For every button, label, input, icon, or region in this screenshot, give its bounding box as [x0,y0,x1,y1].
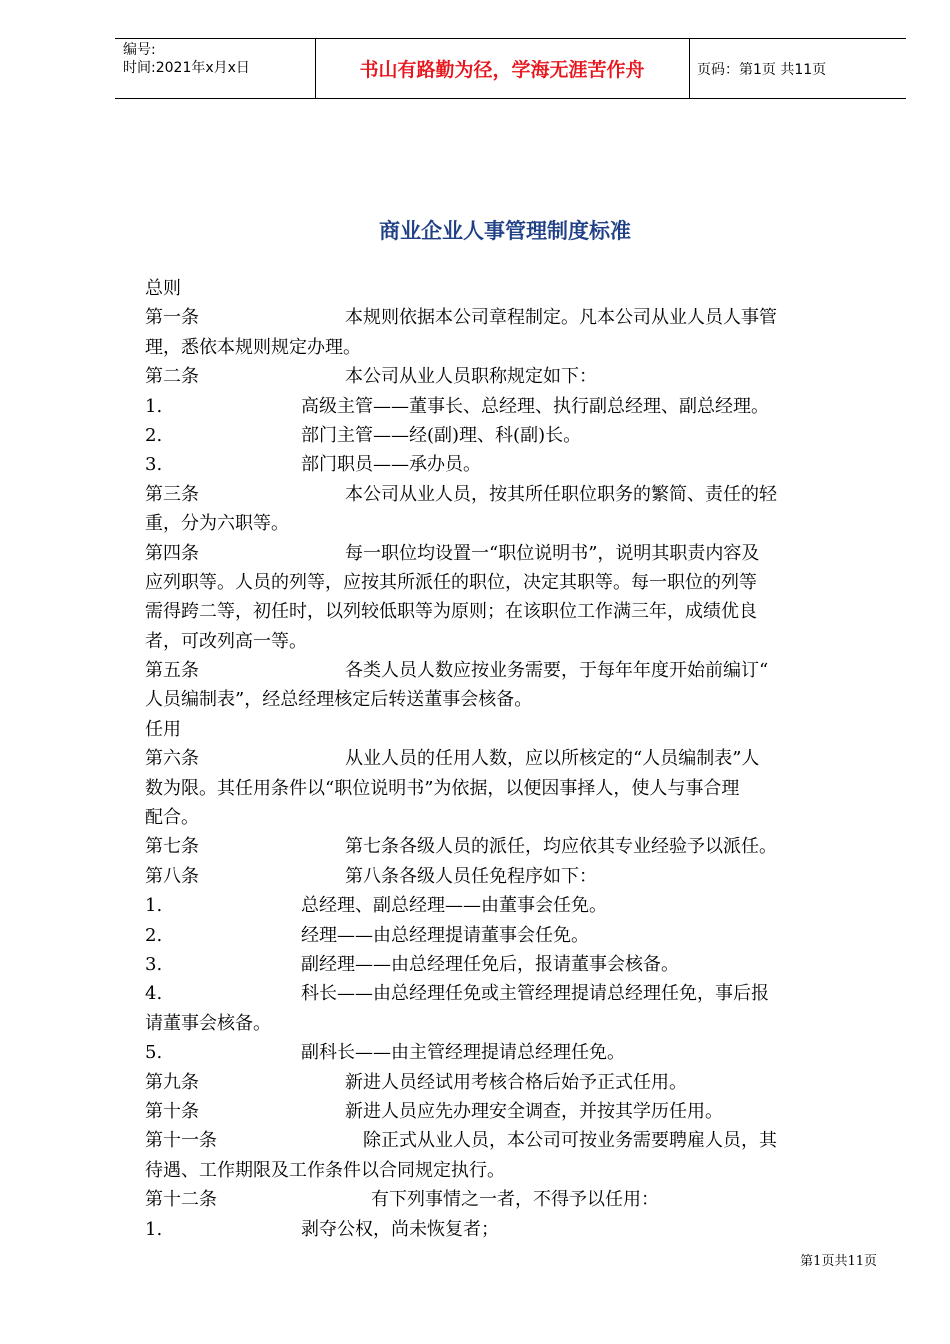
line-label: 2. [145,924,163,946]
line-text: 重，分为六职等。 [145,513,289,535]
line-text: 总经理、副总经理——由董事会任免。 [301,895,607,917]
line-label: 1. [145,395,163,417]
text-line [145,1097,877,1126]
line-label: 第二条 [145,366,199,388]
text-line [145,1215,877,1244]
line-label: 第七条 [145,836,199,858]
line-label: 第四条 [145,542,199,564]
line-text: 请董事会核备。 [145,1012,271,1034]
text-line [145,803,877,832]
text-line [145,597,877,626]
line-label: 第十条 [145,1100,199,1122]
header-number-label: 编号: [123,42,156,58]
text-line [145,656,877,685]
text-line [145,1068,877,1097]
text-line [145,539,877,568]
line-label: 第九条 [145,1071,199,1093]
line-text: 有下列事情之一者，不得予以任用： [371,1189,659,1211]
line-label: 2. [145,424,163,446]
line-text: 第八条各级人员任免程序如下： [345,865,597,887]
line-text: 本公司从业人员，按其所任职位职务的繁简、责任的轻 [345,483,777,505]
text-line [145,891,877,920]
line-label: 总则 [145,278,181,299]
text-line [145,421,877,450]
line-text: 配合。 [145,807,199,829]
line-text: 本公司从业人员职称规定如下： [345,366,597,388]
text-line [145,627,877,656]
line-text: 各类人员人数应按业务需要，于每年年度开始前编订“ [345,660,769,682]
page-footer: 第1页共11页 [800,1254,877,1269]
text-line [145,774,877,803]
line-label: 第十一条 [145,1130,217,1152]
line-label: 1. [145,1218,163,1240]
text-line [145,1126,877,1155]
document-title: 商业企业人事管理制度标准 [379,219,631,243]
line-label: 第五条 [145,660,199,682]
text-line [145,392,877,421]
text-line [145,1009,877,1038]
line-label: 4. [145,983,163,1005]
text-line [145,303,877,332]
line-text: 部门主管——经(副)理、科(副)长。 [301,424,582,446]
text-line [145,950,877,979]
line-text: 理，悉依本规则规定办理。 [145,336,361,358]
line-text: 新进人员应先办理安全调查，并按其学历任用。 [345,1100,723,1122]
line-label: 任用 [145,718,181,740]
text-line [145,1038,877,1067]
text-line [145,568,877,597]
line-text: 除正式从业人员，本公司可按业务需要聘雇人员，其 [363,1130,777,1152]
page-header [115,38,906,99]
text-line [145,362,877,391]
header-divider [689,38,690,99]
line-text: 经理——由总经理提请董事会任免。 [301,924,589,946]
line-text: 应列职等。人员的列等，应按其所派任的职位，决定其职等。每一职位的列等 [145,571,757,593]
header-time-label: 时间:2021年x月x日 [123,60,250,76]
header-meta [123,41,250,77]
line-text: 数为限。其任用条件以“职位说明书”为依据，以便因事择人，使人与事合理 [145,777,740,799]
line-label: 3. [145,454,163,476]
line-label: 1. [145,895,163,917]
line-text: 新进人员经试用考核合格后始予正式任用。 [345,1071,687,1093]
line-text: 第七条各级人员的派任，均应依其专业经验予以派任。 [345,836,777,858]
text-line [145,1156,877,1185]
document-body [145,274,877,1244]
text-line [145,715,877,744]
line-text: 部门职员——承办员。 [301,454,481,476]
line-text: 副科长——由主管经理提请总经理任免。 [301,1042,625,1064]
line-text: 副经理——由总经理任免后，报请董事会核备。 [301,953,679,975]
text-line [145,450,877,479]
header-page-label: 页码：第1页 共11页 [697,61,827,78]
line-text: 每一职位均设置一“职位说明书”，说明其职责内容及 [345,542,760,564]
line-label: 第六条 [145,748,199,770]
text-line [145,685,877,714]
line-label: 第十二条 [145,1189,217,1211]
line-text: 剥夺公权，尚未恢复者； [301,1218,499,1240]
line-text: 需得跨二等，初任时，以列较低职等为原则；在该职位工作满三年，成绩优良 [145,601,757,623]
line-label: 第三条 [145,483,199,505]
header-motto: 书山有路勤为径，学海无涯苦作舟 [359,59,645,81]
text-line [145,333,877,362]
line-text: 者，可改列高一等。 [145,630,307,652]
line-text: 待遇、工作期限及工作条件以合同规定执行。 [145,1159,505,1181]
line-label: 5. [145,1042,163,1064]
line-text: 本规则依据本公司章程制定。凡本公司从业人员人事管 [345,307,777,329]
text-line [145,509,877,538]
line-text: 科长——由总经理任免或主管经理提请总经理任免，事后报 [301,983,769,1005]
text-line [145,832,877,861]
text-line [145,274,877,303]
text-line [145,979,877,1008]
line-label: 第一条 [145,307,199,329]
line-text: 高级主管——董事长、总经理、执行副总经理、副总经理。 [301,395,769,417]
text-line [145,744,877,773]
line-label: 第八条 [145,865,199,887]
text-line [145,921,877,950]
line-label: 3. [145,953,163,975]
text-line [145,862,877,891]
text-line [145,1185,877,1214]
text-line [145,480,877,509]
line-text: 人员编制表”，经总经理核定后转送董事会核备。 [145,689,533,711]
line-text: 从业人员的任用人数，应以所核定的“人员编制表”人 [345,748,760,770]
